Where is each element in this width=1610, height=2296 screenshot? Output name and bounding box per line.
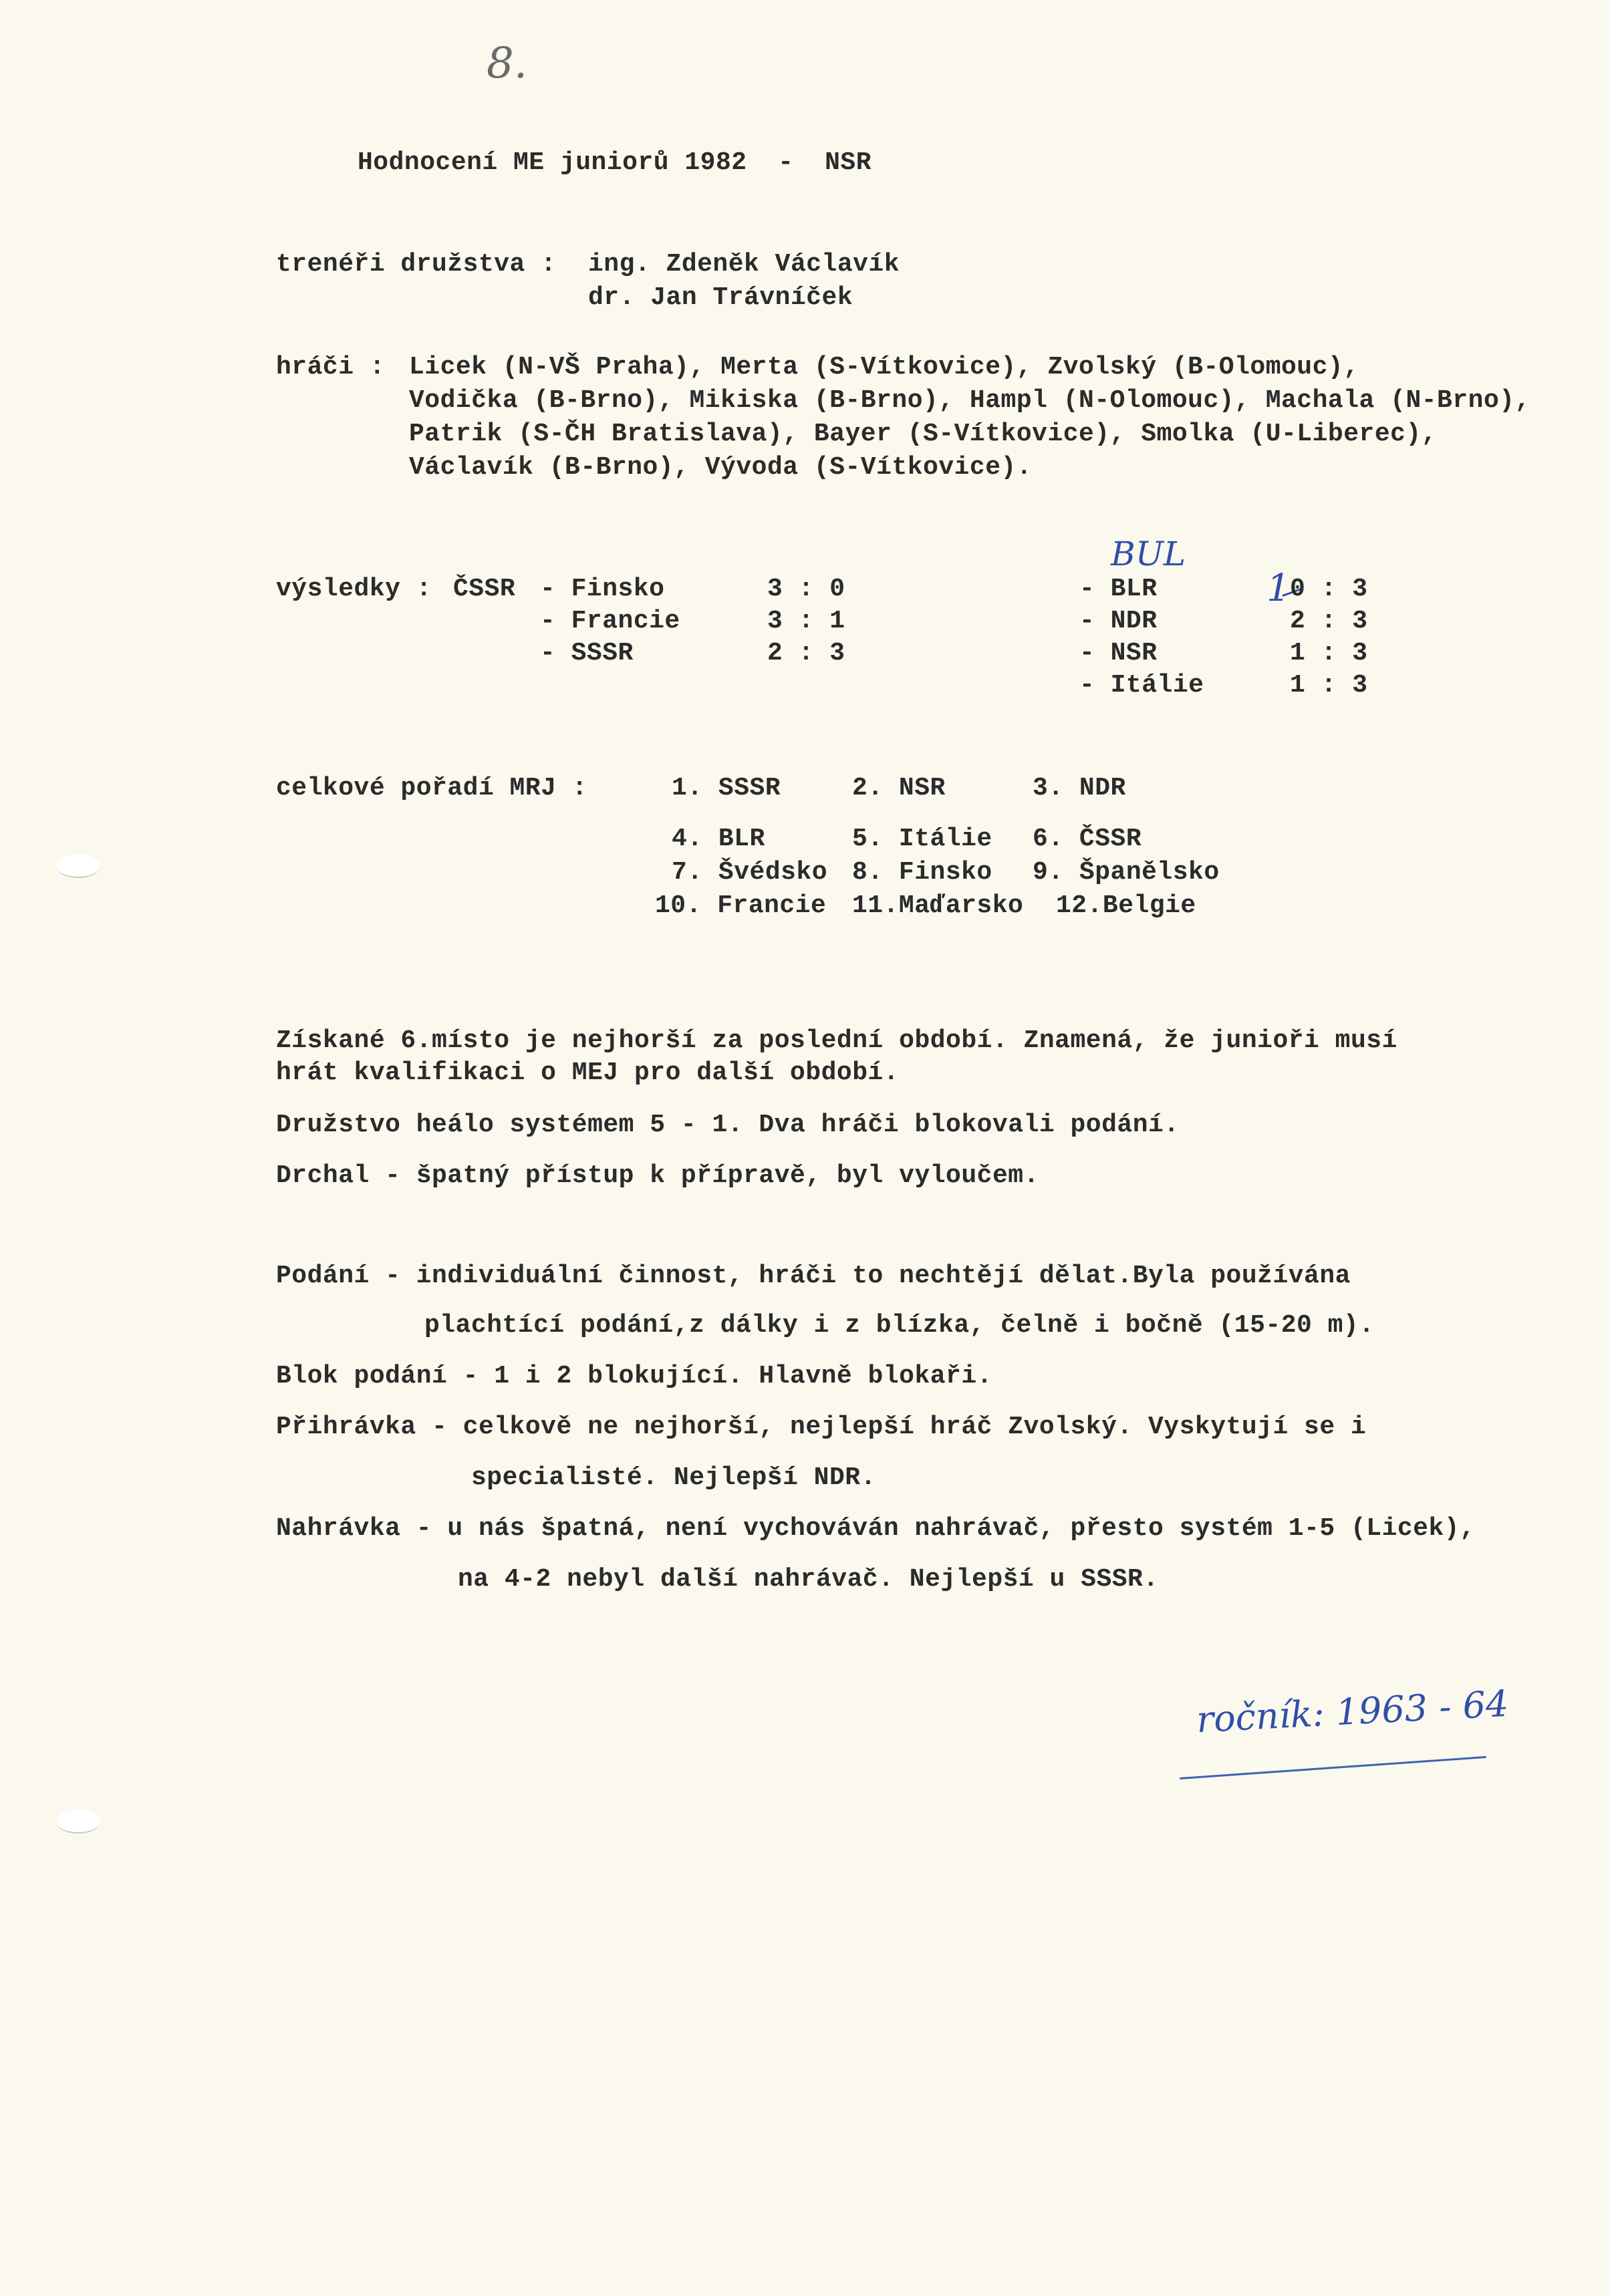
analysis-setting: Nahrávka - u nás špatná, není vychováván nahrávač, přesto systém 1-5 (Licek),: [276, 1514, 1476, 1543]
standings-label: celkové pořadí MRJ :: [276, 774, 588, 803]
punch-hole: [56, 1810, 100, 1834]
analysis-serve: Podání - individuální činnost, hráči to nechtějí dělat.Byla používána: [276, 1262, 1351, 1290]
result-opponent: - NSR: [1079, 639, 1158, 668]
analysis-serve-block: Blok podání - 1 i 2 blokující. Hlavně blokaři.: [276, 1362, 992, 1391]
result-score: 3 : 0: [767, 575, 845, 603]
result-score: 1 : 3: [1290, 639, 1368, 668]
standing-entry: 7. Švédsko: [672, 858, 828, 887]
result-opponent: - NDR: [1079, 607, 1158, 635]
paragraph-line: hrát kvalifikaci o MEJ pro další období.: [276, 1058, 900, 1087]
coach-2: dr. Jan Trávníček: [588, 283, 853, 312]
analysis-setting-cont: na 4-2 nebyl další nahrávač. Nejlepší u SSSR.: [458, 1565, 1159, 1594]
players-line: Licek (N-VŠ Praha), Merta (S-Vítkovice), Zvolský (B-Olomouc),: [409, 353, 1359, 382]
standing-entry: 9. Španělsko: [1033, 858, 1220, 887]
standing-entry: 2. NSR: [852, 774, 946, 803]
paragraph-line: Získané 6.místo je nejhorší za poslední období. Znamená, že junioři musí: [276, 1026, 1397, 1055]
standing-entry: 5. Itálie: [852, 825, 992, 853]
standing-entry: 10. Francie: [655, 891, 827, 920]
standing-entry: 11.Maďarsko: [852, 891, 1024, 920]
standing-entry: 3. NDR: [1033, 774, 1126, 803]
result-opponent: - Francie: [540, 607, 680, 635]
result-score: 0 : 3: [1290, 575, 1368, 603]
result-opponent: - Finsko: [540, 575, 665, 603]
standing-entry: 1. SSSR: [672, 774, 781, 803]
coaches-label: trenéři družstva :: [276, 250, 557, 279]
paragraph-line: Družstvo heálo systémem 5 - 1. Dva hráči blokovali podání.: [276, 1111, 1180, 1139]
results-team: ČSSR: [453, 575, 516, 603]
result-score: 2 : 3: [767, 639, 845, 668]
page-number-handwritten: 8.: [487, 39, 528, 88]
paragraph-line: Drchal - špatný přístup k přípravě, byl vyloučem.: [276, 1161, 1039, 1190]
players-label: hráči :: [276, 353, 386, 382]
analysis-reception-cont: specialisté. Nejlepší NDR.: [471, 1463, 876, 1492]
punch-hole: [56, 854, 100, 878]
coach-1: ing. Zdeněk Václavík: [588, 250, 900, 279]
result-score: 3 : 1: [767, 607, 845, 635]
analysis-serve-cont: plachtící podání,z dálky i z blízka, čelně i bočně (15-20 m).: [424, 1311, 1375, 1340]
result-score: 2 : 3: [1290, 607, 1368, 635]
result-opponent: - SSSR: [540, 639, 634, 668]
standing-entry: 12.Belgie: [1056, 891, 1196, 920]
handwritten-score-correction: 1: [1266, 567, 1291, 610]
handwritten-note-bul: BUL: [1111, 535, 1186, 573]
standing-entry: 6. ČSSR: [1033, 825, 1142, 853]
results-label: výsledky :: [276, 575, 432, 603]
document-title: Hodnocení ME juniorů 1982 - NSR: [358, 148, 872, 177]
handwritten-underline: [1180, 1756, 1486, 1779]
result-opponent: - Itálie: [1079, 671, 1204, 700]
result-opponent: - BLR: [1079, 575, 1158, 603]
analysis-reception: Přihrávka - celkově ne nejhorší, nejlepší hráč Zvolský. Vyskytují se i: [276, 1413, 1367, 1441]
players-line: Vodička (B-Brno), Mikiska (B-Brno), Hampl (N-Olomouc), Machala (N-Brno),: [409, 386, 1530, 415]
players-line: Václavík (B-Brno), Vývoda (S-Vítkovice).: [409, 453, 1033, 482]
standing-entry: 4. BLR: [672, 825, 765, 853]
handwritten-footer: ročník: 1963 - 64: [1195, 1682, 1510, 1741]
result-score: 1 : 3: [1290, 671, 1368, 700]
players-line: Patrik (S-ČH Bratislava), Bayer (S-Vítkovice), Smolka (U-Liberec),: [409, 420, 1438, 448]
standing-entry: 8. Finsko: [852, 858, 992, 887]
